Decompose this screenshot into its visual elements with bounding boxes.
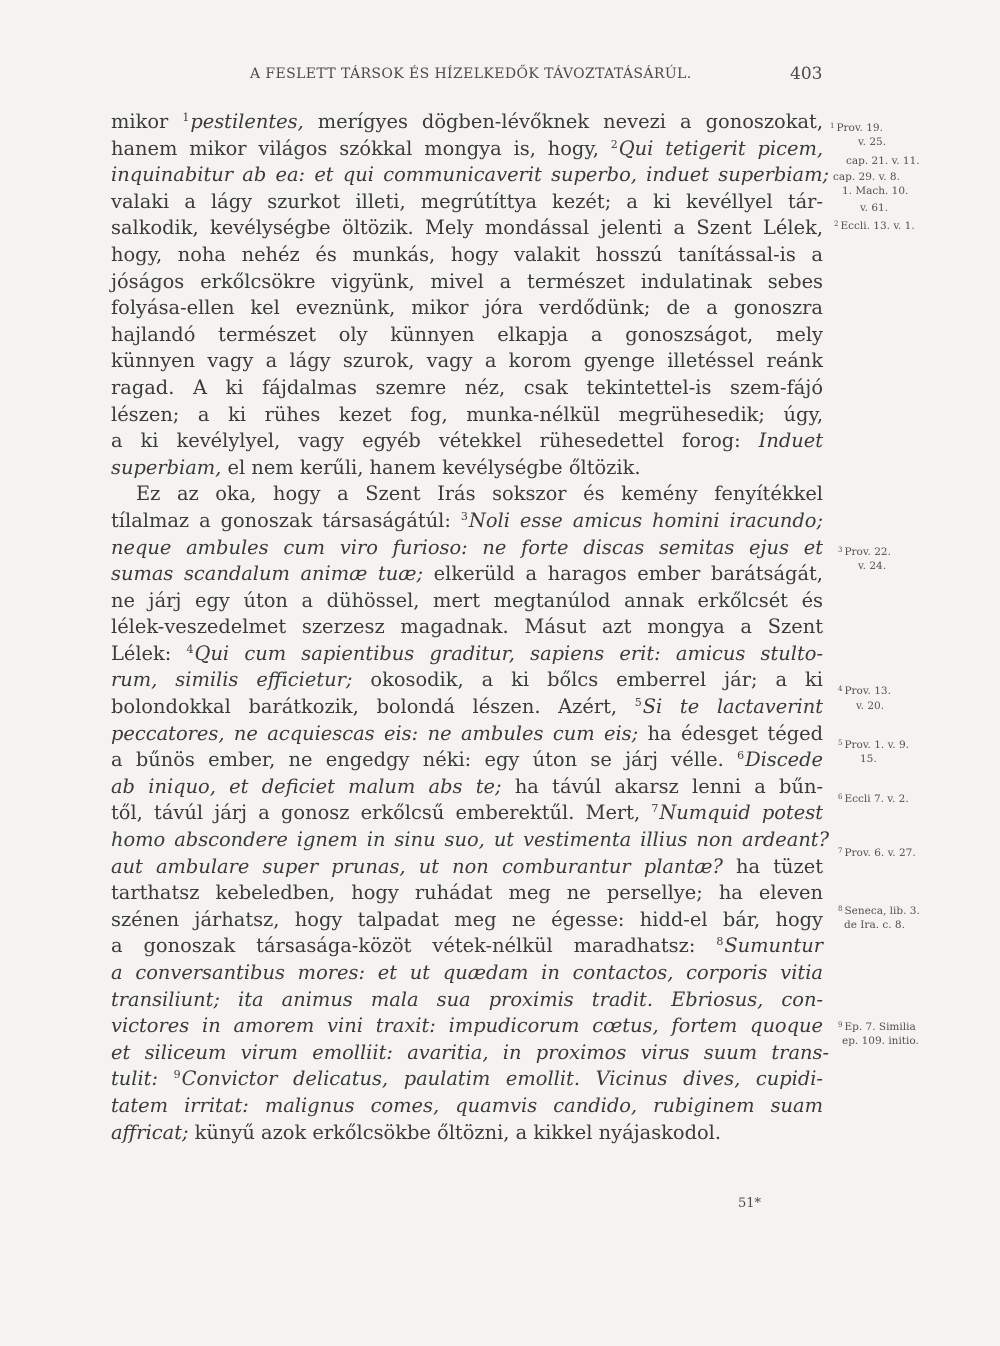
- margin-note-text: cap. 29. v. 8.: [833, 171, 900, 183]
- text-line: [111, 641, 823, 668]
- margin-note-text: v. 61.: [860, 202, 889, 214]
- latin-quote: Si te lactaverint: [642, 695, 823, 719]
- note-reference: 3: [460, 509, 468, 523]
- text-line: [111, 1066, 823, 1093]
- latin-quote: neque ambules cum viro furioso: ne forte discas semitas ejus et: [111, 535, 823, 559]
- text-line: [111, 907, 823, 934]
- margin-note-marker: 9: [838, 1021, 843, 1029]
- margin-note-text: Prov. 6. v. 27.: [844, 847, 916, 859]
- text-line: [111, 561, 823, 588]
- latin-quote: peccatores, ne acquiescas eis: ne ambules cum eis;: [111, 721, 639, 745]
- margin-note-text: 1. Mach. 10.: [842, 185, 909, 197]
- latin-quote: Sumuntur: [724, 934, 823, 958]
- margin-note: [844, 919, 905, 932]
- text-span: mikor: [111, 110, 183, 133]
- margin-note: [838, 791, 909, 806]
- note-reference: 9: [173, 1068, 181, 1082]
- latin-quote: Qui tetigerit picem,: [618, 136, 823, 160]
- text-line: [111, 854, 823, 881]
- text-span: künyű azok erkőlcsökbe őltözni, a kikkel nyájaskodol.: [188, 1120, 722, 1144]
- note-reference: 6: [737, 749, 745, 763]
- latin-quote: Numquid potest: [659, 801, 823, 825]
- margin-note: [838, 845, 916, 860]
- running-title: A FESLETT TÁRSOK ÉS HÍZELKEDŐK TÁVOZTATÁSÁRÚL.: [250, 66, 692, 82]
- margin-note: [838, 683, 891, 698]
- text-line: [111, 109, 823, 136]
- margin-note: [842, 185, 908, 198]
- margin-note-text: Seneca, lib. 3.: [844, 905, 920, 917]
- note-reference: 7: [651, 802, 659, 816]
- latin-quote: rum, similis efficietur;: [111, 668, 353, 692]
- text-line: [111, 694, 823, 721]
- text-line: [111, 614, 823, 641]
- text-span: künnyen vagy a lágy szurok, vagy a korom gyenge illetéssel reánk: [111, 349, 823, 373]
- latin-quote: Noli esse amicus homini iracundo;: [468, 508, 823, 532]
- text-span: ha tüzet: [722, 854, 823, 878]
- latin-quote: affricat;: [111, 1120, 189, 1144]
- text-span: hanem mikor világos szókkal mongya is, hogy,: [111, 136, 611, 160]
- margin-note: [838, 544, 891, 559]
- text-span: Lélek:: [111, 641, 187, 665]
- text-line: [111, 747, 823, 774]
- text-line: [111, 348, 823, 375]
- text-span: a gonoszak társasága-közöt vétek-nélkül maradhatsz:: [111, 934, 717, 958]
- latin-quote: Discede: [745, 748, 823, 772]
- note-reference: 2: [610, 137, 618, 151]
- text-span: el nem kerűli, hanem kevélységbe őltözik.: [221, 455, 641, 479]
- latin-quote: tatem irritat: malignus comes, quamvis candido, rubiginem suam: [111, 1093, 823, 1117]
- latin-quote: ab iniquo, et deficiet malum abs te;: [111, 774, 502, 798]
- margin-note: [838, 737, 909, 752]
- margin-note-marker: 2: [834, 220, 839, 228]
- margin-note-text: cap. 21. v. 11.: [846, 155, 920, 167]
- latin-quote: transiliunt; ita animus mala sua proximis tradit. Ebriosus, con-: [111, 987, 823, 1011]
- text-span: elkerüld a haragos ember barátságát,: [423, 562, 823, 586]
- text-line: [111, 588, 823, 615]
- text-line: [111, 535, 823, 562]
- text-line: [111, 428, 823, 455]
- margin-note-text: Eccli 7. v. 2.: [844, 793, 909, 805]
- text-line: [111, 269, 823, 296]
- margin-note: [834, 218, 915, 233]
- text-line: [111, 508, 823, 535]
- text-line: [111, 402, 823, 429]
- margin-note: [858, 136, 886, 149]
- note-reference: 4: [186, 642, 194, 656]
- text-span: valaki a lágy szurkot illeti, megrútíttya kezét; a ki kevéllyel tár-: [111, 189, 823, 213]
- margin-note-marker: 8: [838, 905, 843, 913]
- margin-note-text: Prov. 19.: [836, 122, 883, 134]
- margin-note-text: Prov. 13.: [844, 685, 891, 697]
- text-span: bolondokkal barátkozik, bolondá lészen. Azért,: [111, 695, 635, 719]
- text-line: [111, 295, 823, 322]
- text-line: [111, 880, 823, 907]
- latin-quote: aut ambulare super prunas, ut non comburantur plantæ?: [111, 854, 723, 878]
- text-line: [111, 242, 823, 269]
- text-span: a ki kevélylyel, vagy egyéb vétekkel rühesedettel forog:: [111, 429, 759, 453]
- text-line: [111, 375, 823, 402]
- latin-quote: homo abscondere ignem in sinu suo, ut vestimenta illius non ardeant?: [111, 828, 829, 852]
- text-line: [111, 987, 823, 1014]
- margin-note-text: v. 20.: [856, 700, 885, 712]
- text-span: tílalmaz a gonoszak társaságátúl:: [111, 508, 461, 532]
- margin-note: [860, 202, 888, 215]
- page-number: 403: [790, 64, 823, 84]
- margin-note-text: v. 24.: [858, 560, 887, 572]
- margin-note-marker: 3: [838, 546, 843, 554]
- text-span: a bűnös ember, ne engedgy néki: egy úton se járj vélle.: [111, 748, 738, 772]
- text-line: [111, 162, 829, 189]
- text-span: ne járj egy úton a dühössel, mert megtanúlod annak erkőlcsét és: [111, 588, 823, 612]
- margin-note-text: Eccli. 13. v. 1.: [840, 220, 915, 232]
- margin-note-text: de Ira. c. 8.: [844, 919, 905, 931]
- latin-quote: Qui cum sapientibus graditur, sapiens erit: amicus stulto-: [194, 641, 823, 665]
- text-span: okosodik, a ki bőlcs emberrel jár; a ki: [352, 668, 823, 692]
- text-span: salkodik, kevélységbe öltözik. Mely mondással jelenti a Szent Lélek,: [111, 216, 823, 240]
- margin-note-marker: 4: [838, 685, 843, 693]
- text-line: [111, 1120, 823, 1147]
- latin-quote: superbiam,: [111, 455, 222, 479]
- text-line: [111, 455, 823, 482]
- body-text: [111, 109, 829, 1146]
- text-span: tarthatsz kebeledben, hogy ruhádat meg ne persellye; ha eleven: [111, 881, 823, 905]
- text-line: [111, 774, 823, 801]
- text-span: hogy, noha nehéz és munkás, hogy valakit hosszú tanítással-is a: [111, 242, 823, 266]
- margin-note-text: Prov. 1. v. 9.: [844, 739, 909, 751]
- text-span: hajlandó természet oly künnyen elkapja a gonoszságot, mely: [111, 322, 823, 346]
- margin-note-text: 15.: [860, 753, 877, 765]
- text-line: [111, 960, 823, 987]
- text-span: ha édesget téged: [638, 721, 823, 745]
- text-span: szénen járhatsz, hogy talpadat meg ne égesse: hidd-el bár, hogy: [111, 907, 823, 931]
- latin-quote: Convictor delicatus, paulatim emollit. Vicinus dives, cupidi-: [181, 1067, 823, 1091]
- latin-quote: victores in amorem vini traxit: impudicorum cœtus, fortem quoque: [111, 1014, 823, 1038]
- latin-quote: et siliceum virum emolliit: avaritia, in proximos virus suum trans-: [111, 1040, 829, 1064]
- text-span: folyása-ellen kel eveznünk, mikor jóra verdődünk; de a gonoszra: [111, 296, 823, 320]
- text-span: től, távúl járj a gonosz erkőlcsű emberektűl. Mert,: [111, 801, 652, 825]
- margin-note-marker: 5: [838, 739, 843, 747]
- text-span: merígyes dögben-lévőknek nevezi a gonoszokat,: [303, 110, 823, 133]
- note-reference: 1: [182, 111, 190, 124]
- text-span: lélek-veszedelmet szerzesz magadnak. Másut azt mongya a Szent: [111, 615, 823, 639]
- text-line: [111, 1040, 829, 1067]
- text-span: Ez az oka, hogy a Szent Irás sokszor és kemény fenyítékkel: [136, 482, 823, 506]
- text-line: [111, 481, 823, 508]
- text-span: jóságos erkőlcsökre vigyünk, mivel a természet indulatinak sebes: [111, 269, 823, 293]
- text-line: [111, 667, 823, 694]
- note-reference: 5: [634, 696, 642, 710]
- text-line: [111, 189, 823, 216]
- text-line: [111, 827, 829, 854]
- text-line: [111, 933, 823, 960]
- text-line: [111, 1013, 823, 1040]
- latin-quote: tulit:: [111, 1067, 174, 1091]
- latin-quote: Induet: [758, 429, 823, 453]
- text-line: [111, 136, 823, 163]
- margin-note: [838, 903, 920, 918]
- margin-note: [846, 155, 920, 168]
- text-line: [111, 800, 823, 827]
- text-span: ha távúl akarsz lenni a bűn-: [501, 774, 823, 798]
- text-span: lészen; a ki rühes kezet fog, munka-nélkül megrühesedik; úgy,: [111, 402, 823, 426]
- latin-quote: inquinabitur ab ea: et qui communicaverit superbo, induet superbiam;: [111, 163, 829, 187]
- latin-quote: sumas scandalum animæ tuæ;: [111, 562, 424, 586]
- margin-note: [842, 1035, 919, 1048]
- margin-note-text: Ep. 7. Similia: [844, 1021, 916, 1033]
- text-line: [111, 721, 823, 748]
- margin-note: [860, 753, 877, 766]
- margin-note-marker: 6: [838, 793, 843, 801]
- margin-note-text: Prov. 22.: [844, 546, 891, 558]
- margin-note-marker: 1: [830, 122, 835, 130]
- margin-note: [830, 120, 883, 135]
- margin-note: [833, 171, 900, 184]
- margin-note-text: ep. 109. initio.: [842, 1035, 919, 1047]
- printer-signature: 51*: [738, 1196, 762, 1211]
- margin-note-marker: 7: [838, 847, 843, 855]
- latin-quote: a conversantibus mores: et ut quædam in contactos, corporis vitia: [111, 961, 823, 984]
- latin-quote: pestilentes,: [190, 110, 304, 133]
- margin-note: [858, 560, 886, 573]
- note-reference: 8: [716, 935, 724, 949]
- margin-note: [856, 700, 884, 713]
- text-line: [111, 1093, 823, 1120]
- text-line: [111, 322, 823, 349]
- margin-note-text: v. 25.: [858, 136, 887, 148]
- text-line: [111, 215, 823, 242]
- text-span: ragad. A ki fájdalmas szemre néz, csak tekintettel-is szem-fájó: [111, 375, 823, 399]
- margin-note: [838, 1019, 916, 1034]
